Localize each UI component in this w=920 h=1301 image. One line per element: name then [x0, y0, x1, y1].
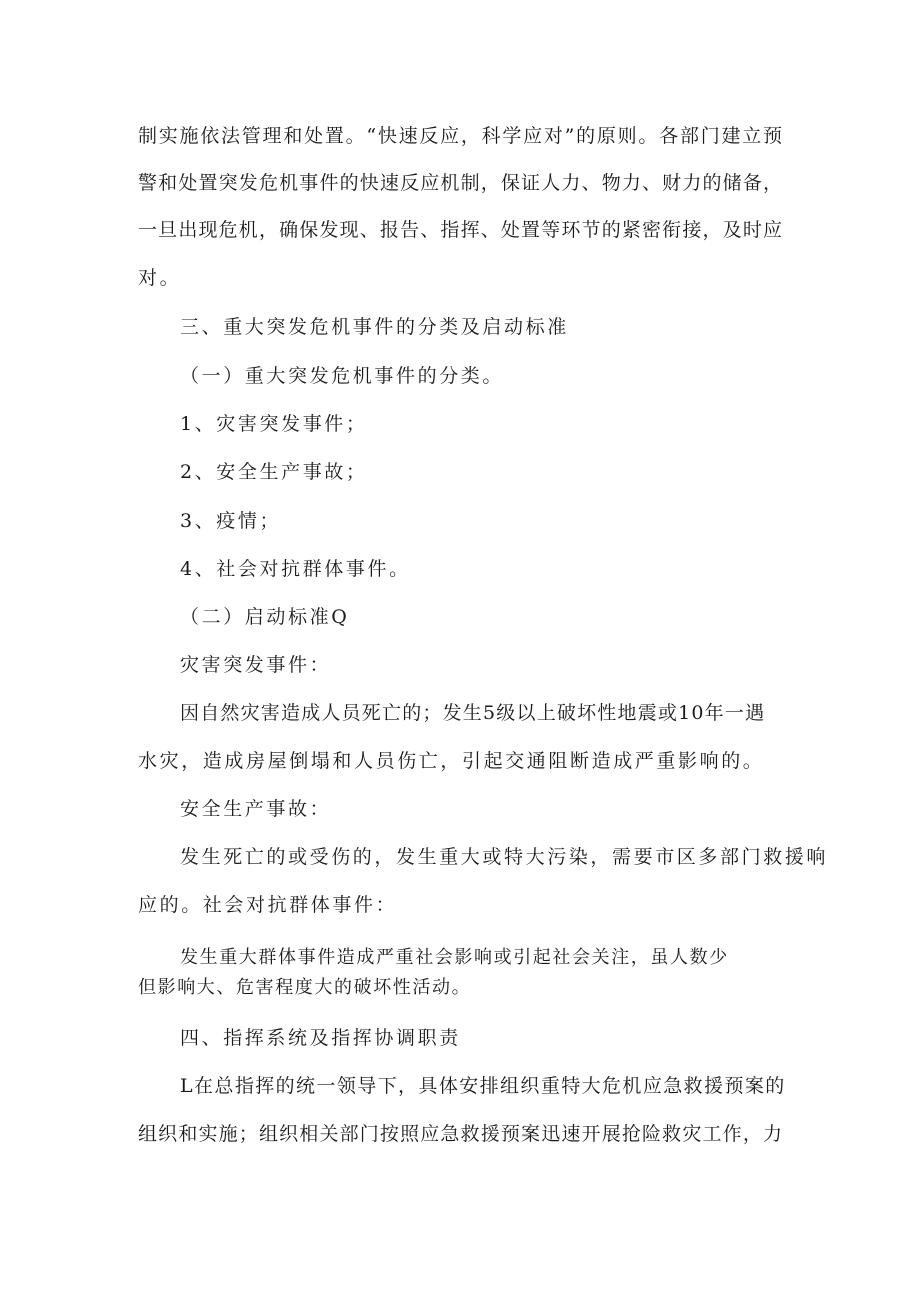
subsection-heading-1: （一）重大突发危机事件的分类。 [180, 365, 505, 387]
category-label-safety: 安全生产事故： [180, 798, 332, 820]
subsection-heading-2: （二）启动标准Q [180, 606, 350, 628]
paragraph-line-4: 对。 [138, 267, 182, 289]
list-item-1: 1、灾害突发事件； [180, 413, 368, 435]
paragraph-line-command-2: 组织和实施；组织相关部门按照应急救援预案迅速开展抢险救灾工作，力 [138, 1123, 782, 1145]
paragraph-line-group-2: 但影响大、危害程度大的破坏性活动。 [138, 977, 472, 998]
paragraph-line-3: 一旦出现危机，确保发现、报告、指挥、处置等环节的紧密衔接，及时应 [138, 219, 782, 241]
section-heading-4: 四、指挥系统及指挥协调职责 [180, 1027, 461, 1049]
list-item-3: 3、疫情； [180, 510, 282, 532]
paragraph-line-2: 警和处置突发危机事件的快速反应机制，保证人力、物力、财力的储备， [138, 172, 782, 194]
paragraph-line-disaster-2: 水灾，造成房屋倒塌和人员伤亡，引起交通阻断造成严重影响的。 [138, 750, 765, 772]
paragraph-line-safety-2: 应的。社会对抗群体事件： [138, 894, 398, 916]
paragraph-line-command-1: L在总指挥的统一领导下，具体安排组织重特大危机应急救援预案的 [180, 1075, 786, 1097]
section-heading-3: 三、重大突发危机事件的分类及启动标准 [180, 316, 569, 338]
list-item-4: 4、社会对抗群体事件。 [180, 558, 411, 580]
paragraph-line-safety-1: 发生死亡的或受伤的，发生重大或特大污染，需要市区多部门救援响 [180, 846, 829, 868]
category-label-disaster: 灾害突发事件： [180, 654, 332, 676]
paragraph-line-disaster-1: 因自然灾害造成人员死亡的；发生5级以上破坏性地震或10年一遇 [180, 702, 766, 724]
paragraph-line-1: 制实施依法管理和处置。“快速反应，科学应对”的原则。各部门建立预 [138, 125, 782, 147]
paragraph-line-group-1: 发生重大群体事件造成严重社会影响或引起社会关注，虽人数少 [180, 947, 729, 968]
list-item-2: 2、安全生产事故； [180, 461, 368, 483]
